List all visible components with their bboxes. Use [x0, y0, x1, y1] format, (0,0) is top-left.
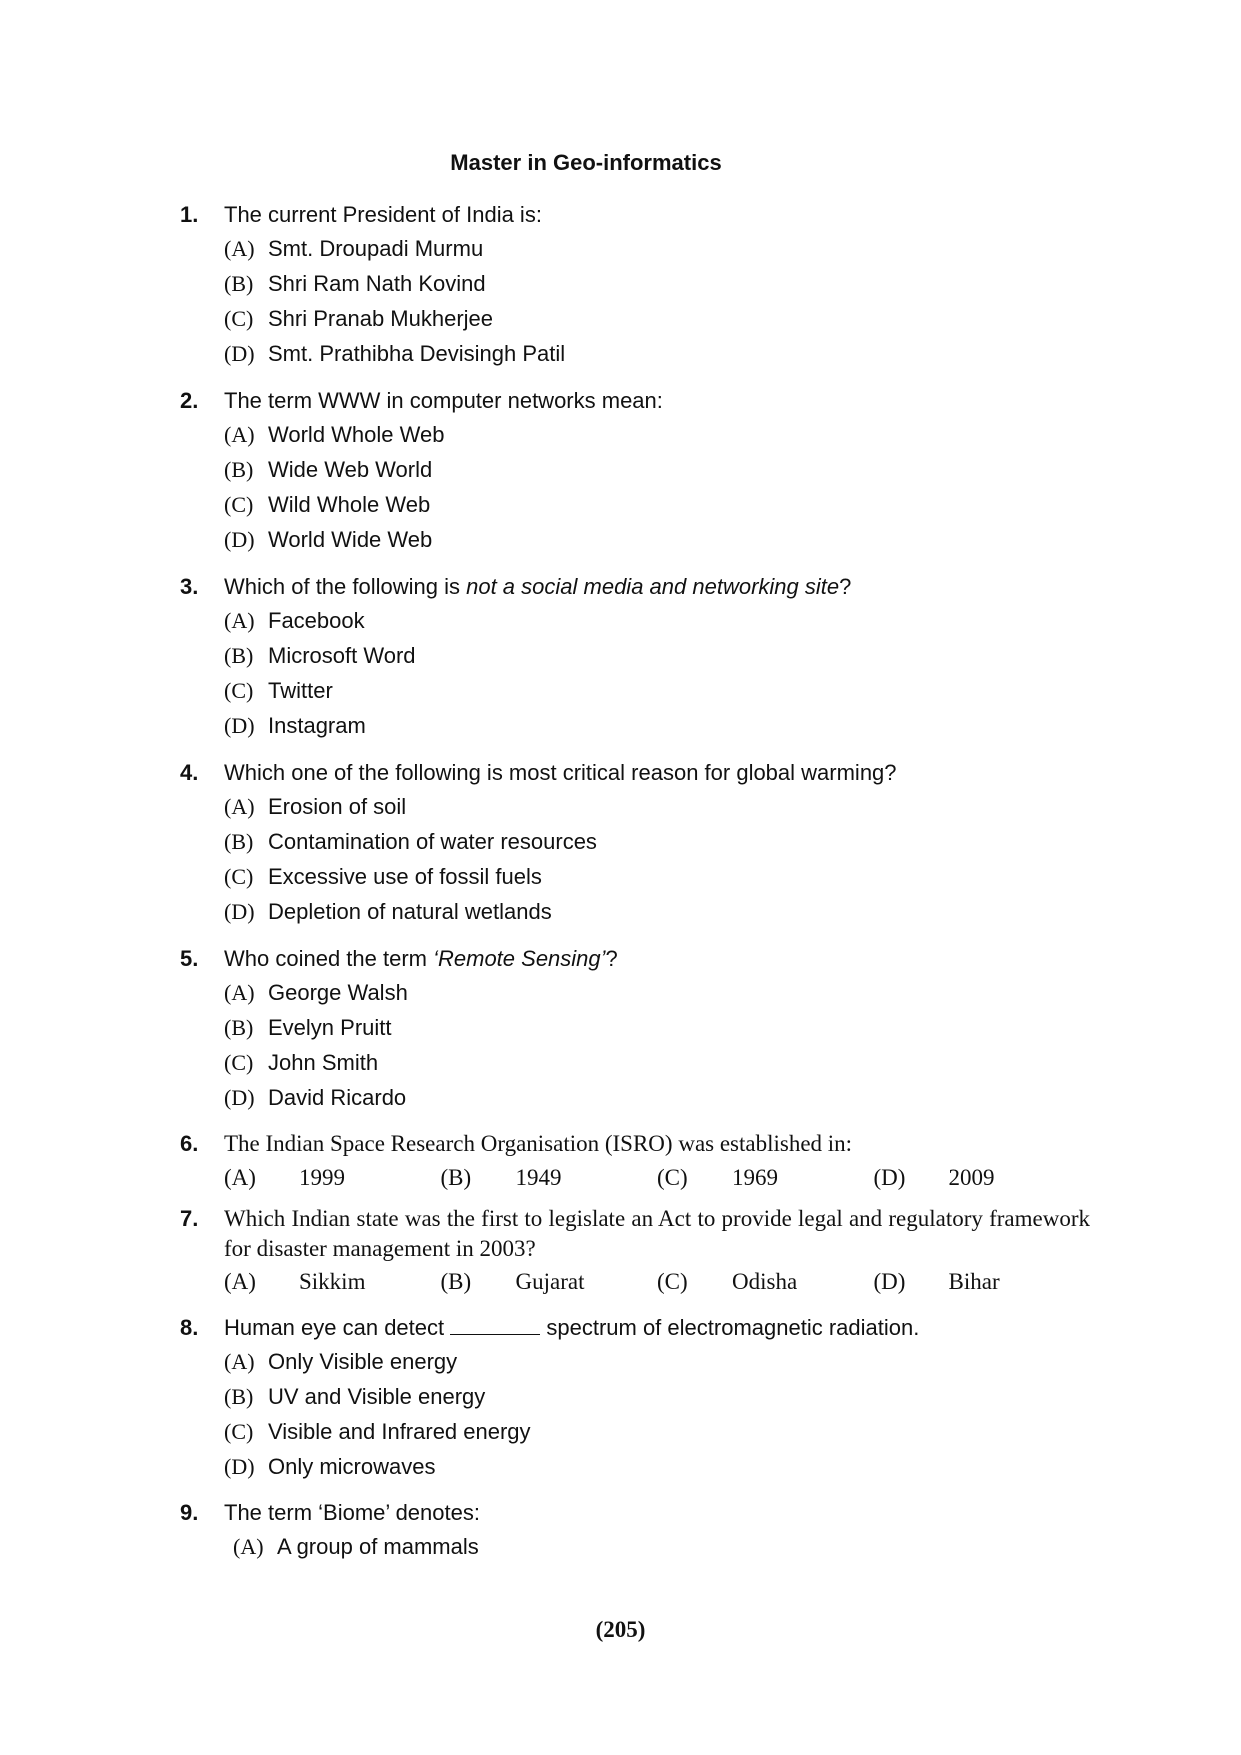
- question-number: 9.: [180, 1500, 199, 1525]
- answer-blank: [450, 1316, 540, 1335]
- page-title: Master in Geo-informatics: [450, 150, 722, 175]
- option-b: (B) Shri Ram Nath Kovind: [224, 271, 486, 296]
- question-text: Which Indian state was the first to legislate an Act to provide legal and regulatory framework for disaster management in 2003?: [224, 1206, 1090, 1261]
- question-text: Which one of the following is most critical reason for global warming?: [224, 760, 897, 785]
- option-c: (C) 1969: [657, 1165, 778, 1190]
- option-b: (B) Microsoft Word: [224, 643, 416, 668]
- question-number: 8.: [180, 1315, 199, 1340]
- option-c: (C) Shri Pranab Mukherjee: [224, 306, 494, 331]
- question-1: [180, 199, 1090, 371]
- question-text: Which of the following is not a social media and networking site?: [224, 574, 852, 599]
- question-number: 7.: [180, 1206, 199, 1231]
- option-d: (D) Only microwaves: [224, 1454, 436, 1479]
- option-a: (A) Erosion of soil: [224, 794, 407, 819]
- option-d: (D) 2009: [873, 1165, 995, 1190]
- question-number: 2.: [180, 388, 199, 413]
- option-d: (D) Bihar: [873, 1269, 1000, 1294]
- question-8: [180, 1312, 1090, 1484]
- option-d: (D) David Ricardo: [224, 1085, 407, 1110]
- option-b: (B) Wide Web World: [224, 457, 433, 482]
- question-number: 6.: [180, 1131, 199, 1156]
- option-c: (C) Twitter: [224, 678, 333, 703]
- option-b: (B) 1949: [440, 1165, 562, 1190]
- option-a: (A) George Walsh: [224, 980, 408, 1005]
- option-b: (B) Evelyn Pruitt: [224, 1015, 392, 1040]
- option-d: (D) Instagram: [224, 713, 366, 738]
- question-text: The term WWW in computer networks mean:: [224, 388, 663, 413]
- option-b: (B) Gujarat: [440, 1269, 585, 1294]
- options-row: [224, 1162, 1090, 1194]
- question-9: [180, 1497, 1090, 1564]
- option-c: (C) Excessive use of fossil fuels: [224, 864, 542, 889]
- option-c: (C) Wild Whole Web: [224, 492, 431, 517]
- option-a: (A) A group of mammals: [233, 1534, 479, 1559]
- question-7: [180, 1203, 1090, 1298]
- question-5: [180, 943, 1090, 1115]
- options-row: [224, 1266, 1090, 1298]
- question-2: [180, 385, 1090, 557]
- question-number: 3.: [180, 574, 199, 599]
- page-number: (205): [595, 1617, 646, 1642]
- option-a: (A) World Whole Web: [224, 422, 445, 447]
- question-number: 1.: [180, 202, 199, 227]
- option-a: (A) 1999: [224, 1165, 345, 1190]
- option-d: (D) World Wide Web: [224, 527, 433, 552]
- option-b: (B) Contamination of water resources: [224, 829, 597, 854]
- question-6: [180, 1128, 1090, 1194]
- question-text: Who coined the term ‘Remote Sensing’?: [224, 946, 618, 971]
- option-a: (A) Facebook: [224, 608, 365, 633]
- question-4: [180, 757, 1090, 929]
- question-text: Human eye can detect spectrum of electromagnetic radiation.: [224, 1315, 920, 1340]
- question-3: [180, 571, 1090, 743]
- question-number: 4.: [180, 760, 199, 785]
- option-a: (A) Only Visible energy: [224, 1349, 458, 1374]
- question-text: The current President of India is:: [224, 202, 542, 227]
- question-number: 5.: [180, 946, 199, 971]
- option-d: (D) Depletion of natural wetlands: [224, 899, 552, 924]
- option-c: (C) John Smith: [224, 1050, 379, 1075]
- option-c: (C) Visible and Infrared energy: [224, 1419, 531, 1444]
- option-d: (D) Smt. Prathibha Devisingh Patil: [224, 341, 566, 366]
- option-c: (C) Odisha: [657, 1269, 798, 1294]
- option-b: (B) UV and Visible energy: [224, 1384, 486, 1409]
- question-text: The term ‘Biome’ denotes:: [224, 1500, 480, 1525]
- option-a: (A) Sikkim: [224, 1269, 366, 1294]
- question-text: The Indian Space Research Organisation (ISRO) was established in:: [224, 1131, 853, 1156]
- option-a: (A) Smt. Droupadi Murmu: [224, 236, 484, 261]
